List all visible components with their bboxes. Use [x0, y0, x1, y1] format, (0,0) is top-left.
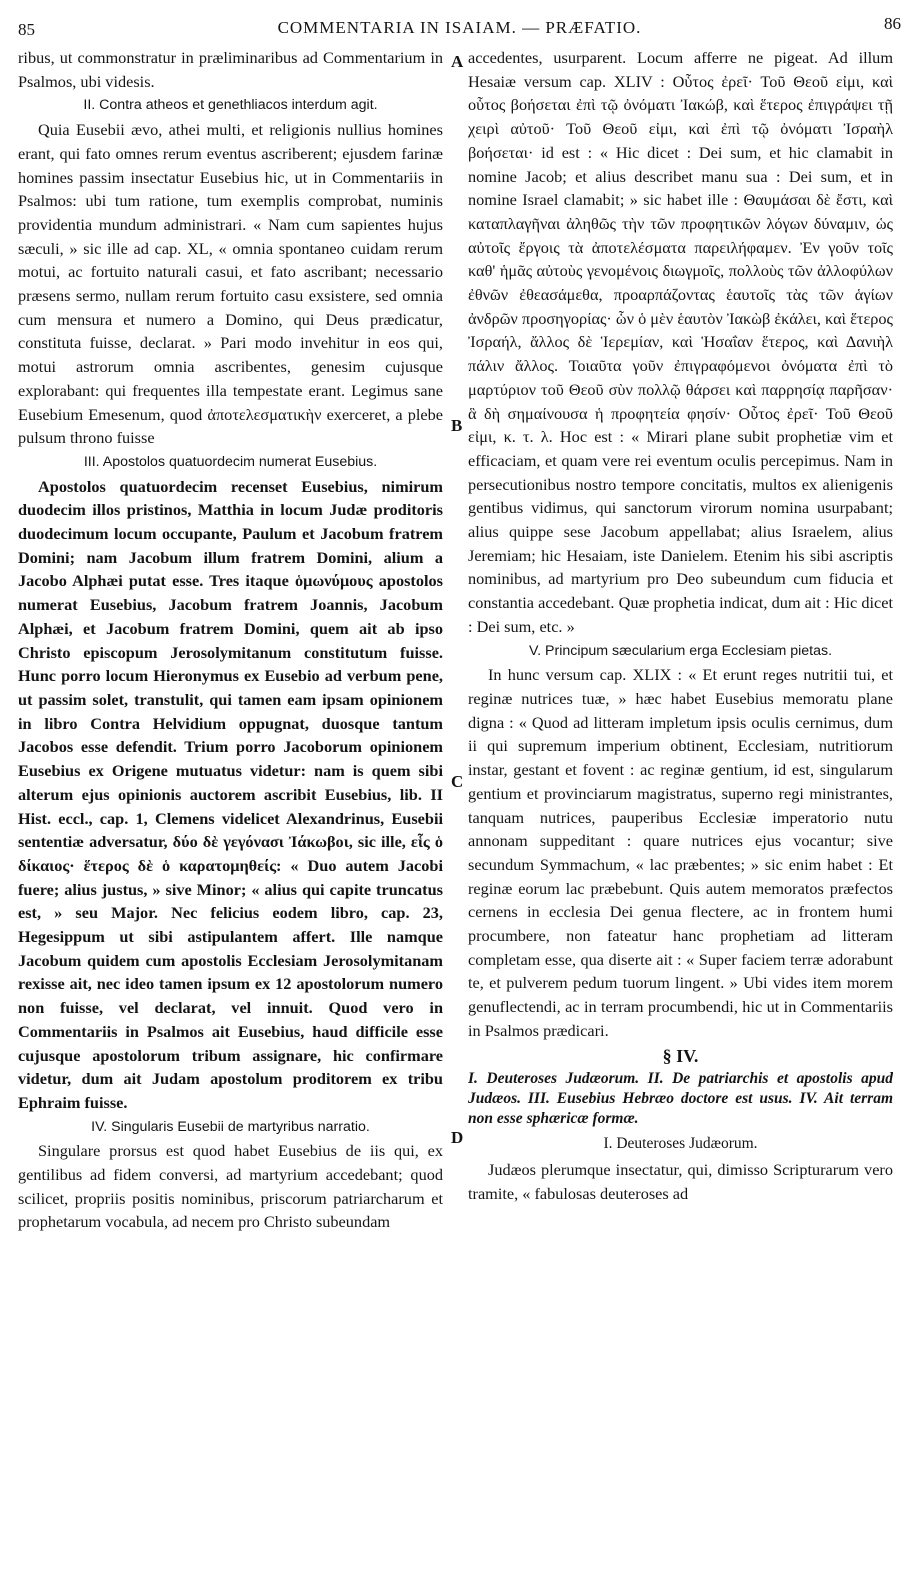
- section-heading: II. Contra atheos et genethliacos interdum agit.: [83, 97, 378, 114]
- paragraph: Quia Eusebii ævo, athei multi, et religionis nullius homines erant, qui fato omnes rerum eventus ascriberent; ejusdem farinæ homines passim insectatur Eusebius hic, ut in Commentariis in Psalmos: ubi tum ratione, tum exemplis comprobat, numinis providentia mundum administrari. « Nam cum sapientes hujus sæculi, » sic ille ad cap. XL, « omnia spontaneo cuidam rerum motui, ac fortuito naturali casui, et fato ascribant; necessario præsens sermo, nullam rerum fortuito casu exsistere, sed omnia cum mensura et numero a Domino, qui Deus prædicatur, constituta fuisse, declarat. » Pari modo invehitur in eos qui, motui astrorum omnia ascribentes, genesim cujusque explorabant: qui frequentes illa tempestate erant. Legimus sane Eusebium Emesenum, quod ἀποτελεσματικὴν exerceret, a plebe pulsum throno fuisse: [18, 120, 443, 448]
- paragraph: Singulare prorsus est quod habet Eusebius de iis qui, ex gentilibus ad fidem conversi, ad martyrium accedebant; quod scilicet, propriis positis nominibus, priscorum patriarcharum et prophetarum vocabula, ad necem pro Christo subeundam: [18, 1141, 443, 1232]
- paragraph: accedentes, usurparent. Locum afferre ne pigeat. Ad illum Hesaiæ versum cap. XLIV : Οὗτος ἐρεῖ· Τοῦ Θεοῦ εἰμι, καὶ οὗτος βοήσεται ἐπὶ τῷ ὀνόματι Ἰακώβ, καὶ ἕτερος ἐπιγράψει τῇ χειρὶ αὐτοῦ· Τοῦ Θεοῦ εἰμι, καὶ ἐπὶ τῷ ὀνόματι Ἰσραὴλ βοήσεται· id est : « Hic dicet : Dei sum, et hic clamabit in nomine Jacob; et alius describet manu sua : Dei sum, et in nomine Israel clamabit; » sic habet ille : Θαυμάσαι δὲ ἔστι, καὶ καταπλαγῆναι ἀληθῶς τὴν τῶν προφητικῶν λόγων δύναμιν, ὡς αὐτοῖς ἔργοις τὰ ἀποτελέσματα παρειλήφαμεν. Ἐν γοῦν τοῖς καθ' ἡμᾶς αὐτοὺς γενομένοις διωγμοῖς, πολλοὺς τῶν ἀλλοφύλων ἐθνῶν ἐθεασάμεθα, προαρπάζοντας ἑαυτοῖς τὰς τῶν ἁγίων ἀνδρῶν προσηγορίας· ὧν ὁ μὲν ἑαυτὸν Ἰακὼβ ἐκάλει, καὶ ἕτερος Ἰσραήλ, ἄλλος δὲ Ἱερεμίαν, καὶ Ἡσαΐαν ἕτερος, καὶ Δανιὴλ πάλιν ἄλλος. Τοιαῦτα γοῦν ἐπιγραφόμενοι ὀνόματα ἐπὶ τὸ μαρτύριον τοῦ Θεοῦ σὺν πολλῷ θάρσει καὶ παρρησίᾳ παρῆσαν· ἃ δὴ σημαίνουσα ἡ προφητεία φησίν· Οὗτος ἐρεῖ· Τοῦ Θεοῦ εἰμι, κ. τ. λ. Hoc est : « Mirari plane subit prophetiæ vim et efficaciam, et quam vere rei eventum oculis percepimus. Nam in persecutionibus nostro tempore concitatis, multos ex alienigenis gentibus vidimus, qui sanctorum virorum nomina usurpabant; alius quippe sese Jacobum appellabat; alius Israelem, alius Jeremiam; hic Hesaiam, iste Danielem. Etenim his sibi ascriptis nominibus, ad martyrium pro Deo subeundum cum fiducia et constantia accedebant. Quæ prophetia indicat, dum ait : Hic dicet : Dei sum, etc. »: [468, 48, 893, 636]
- page-number-right: 86: [884, 14, 901, 33]
- margin-letter-a: A: [451, 52, 464, 71]
- section-summary: I. Deuteroses Judæorum. II. De patriarchis et apostolis apud Judæos. III. Eusebius Hebræo doctore est usus. IV. Ait terram non esse sphæricæ formæ.: [468, 1070, 893, 1128]
- left-column: [18, 46, 443, 1576]
- section-heading: V. Principum sæcularium erga Ecclesiam pietas.: [528, 642, 833, 659]
- page-number-left: 85: [18, 20, 35, 39]
- page-header: [18, 14, 901, 40]
- subsection-heading: I. Deuteroses Judæorum.: [603, 1135, 758, 1153]
- right-column: [468, 46, 893, 1576]
- paragraph: ribus, ut commonstratur in præliminaribus ad Commentarium in Psalmos, ubi videsis.: [18, 48, 443, 91]
- paragraph: In hunc versum cap. XLIX : « Et erunt reges nutritii tui, et reginæ nutrices tuæ, » hæc habet Eusebius memoratu plane digna : « Quod ad litteram impletum ipsis oculis cernimus, dum ii qui supremum imperium obtinent, Ecclesiam, nutritiorum instar, gestant et fovent : ac reginæ gentium, id est, singularum gentium et provinciarum magistratus, superno regi ministrantes, tanquam nutrices, pauperibus Ecclesiæ imperatorio nutu annonam suppeditant : quare nutrices ejus vocantur; sive secundum Symmachum, « lac præbentes; » sic enim habet : Et reginæ eorum lac præbebunt. Quis autem memoratos præfectos cernens in ecclesia Dei genua flectere, ac in frontem humi procumbere, non fateatur hanc prophetiam ad litteram completam esse, qua diserte ait : « Super faciem terræ adorabunt te, et pulverem pedum tuorum lingent. » Ubi vides item morem genuflectendi, ac in terram procumbendi, hic ut in Commentariis in Psalmos prædicari.: [468, 665, 893, 1040]
- running-head: COMMENTARIA IN ISAIAM. — PRÆFATIO.: [277, 18, 642, 37]
- margin-letter-b: B: [451, 416, 463, 435]
- section-heading: IV. Singularis Eusebii de martyribus narratio.: [91, 1118, 370, 1135]
- margin-letter-d: D: [451, 1128, 464, 1147]
- section-number: § IV.: [662, 1045, 699, 1066]
- paragraph: Apostolos quatuordecim recenset Eusebius, nimirum duodecim illos pristinos, Matthia in locum Judæ proditoris duodecimum locum occupante, Paulum et Jacobum fratrem Domini; nam Jacobum illum fratrem Domini, alium a Jacobo Alphæi putat esse. Tres itaque ὁμωνύμους apostolos numerat Eusebius, Jacobum fratrem Joannis, Jacobum Alphæi, et Jacobum fratrem Domini, quem ait ab ipso Christo episcopum Jerosolymitanum constitutum fuisse. Hunc porro locum Hieronymus ex Eusebio ad verbum pene, ut passim solet, transtulit, qui tamen eam ipsam opinionem in libro Contra Helvidium oppugnat, duosque tantum Jacobos esse defendit. Trium porro Jacoborum opinionem Eusebius ex Origene mutuatus videtur: nam is quem sibi alterum ejus opinionis auctorem ascribit Eusebius, lib. II Hist. eccl., cap. 1, Clemens videlicet Alexandrinus, Eusebii sententiæ adversatur, δύο δὲ γεγόνασι Ἰάκωβοι, sic ille, εἷς ὁ δίκαιος· ἕτερος δὲ ὁ καρατομηθείς: « Duo autem Jacobi fuere; alius justus, » sive Minor; « alius qui capite truncatus est, » seu Major. Nec felicius eodem libro, cap. 23, Hegesippum ut sibi astipulantem affert. Ille namque Jacobum quidem cum apostolis Ecclesiam Jerosolymitanam rexisse ait, nec ideo tamen ipsum ex 12 apostolorum numero non fuisse, vel declarat, vel innuit. Quod vero in Commentariis in Psalmos ait Eusebius, haud difficile esse cujusque apostolorum tribum assignare, hic confirmare videtur, dum ait Judam apostolum proditorem ex tribu Ephraim fuisse.: [18, 476, 443, 1112]
- section-heading: III. Apostolos quatuordecim numerat Eusebius.: [83, 453, 378, 470]
- paragraph: Judæos plerumque insectatur, qui, dimisso Scripturarum vero tramite, « fabulosas deuteroses ad: [468, 1159, 893, 1203]
- margin-letter-c: C: [451, 772, 464, 791]
